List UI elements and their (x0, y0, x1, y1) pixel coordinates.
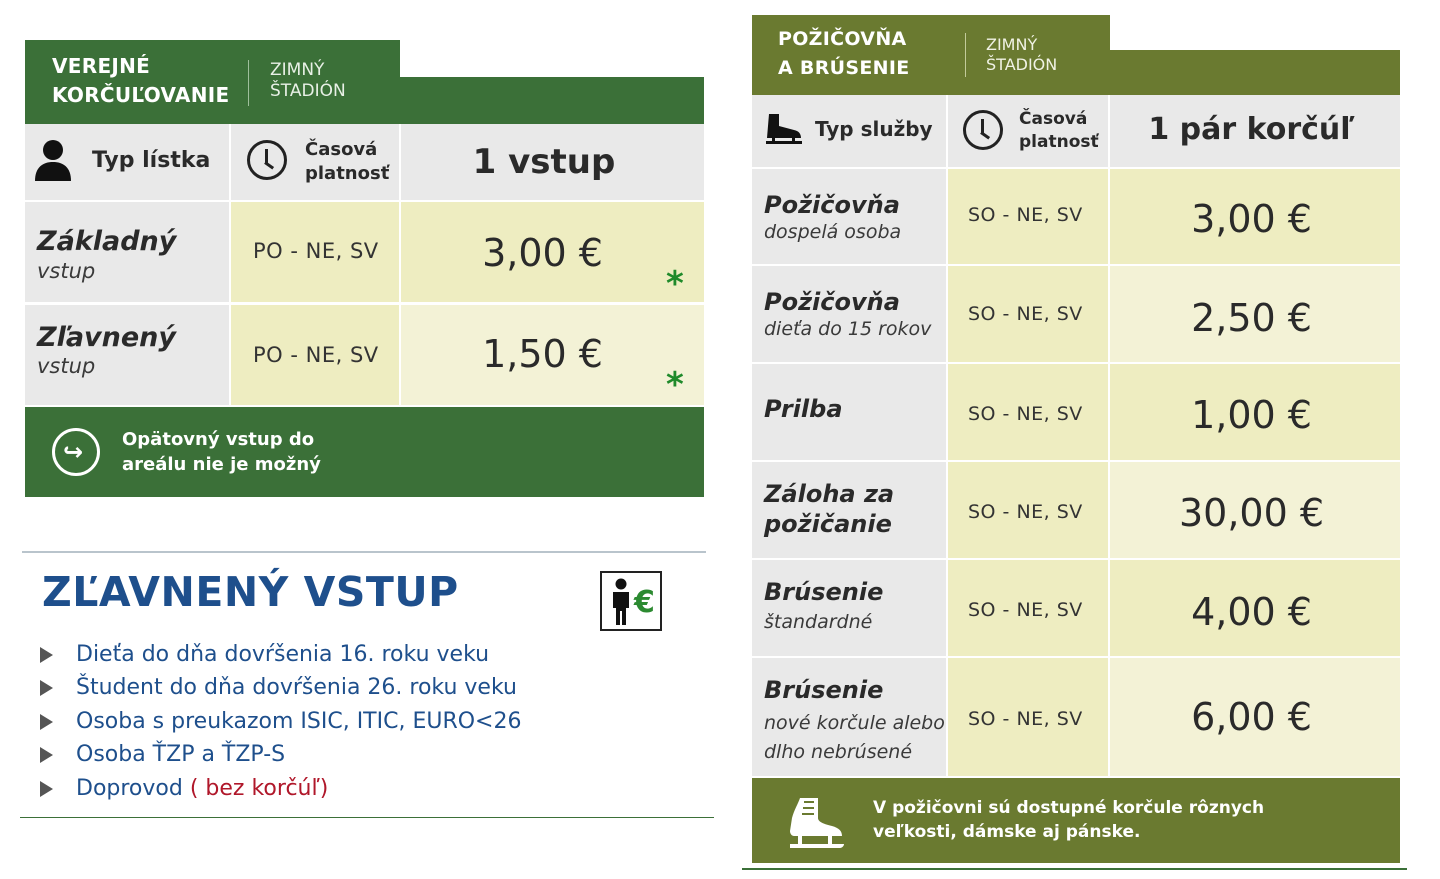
left-row-1-validity: PO - NE, SV (253, 239, 379, 263)
right-subtitle (986, 35, 1057, 75)
left-col-validity-line1: Časová (305, 139, 378, 160)
right-row-4-name (764, 479, 894, 539)
discount-bottom-divider (20, 817, 714, 818)
right-title (778, 25, 909, 83)
right-row-2-name: Požičovňa (764, 288, 900, 316)
right-row-4-validity-cell (948, 462, 1108, 558)
right-row-5-sub: štandardné (764, 611, 873, 633)
euro-symbol: € (634, 585, 655, 620)
right-row-6-sub-line1: nové korčule alebo (764, 712, 945, 734)
clock-icon (963, 110, 1003, 150)
person-icon (33, 139, 73, 181)
discount-item-3 (40, 709, 522, 734)
discount-item-2-text: Študent do dňa dovŕšenia 26. roku veku (76, 675, 517, 700)
bullet-triangle-icon (40, 680, 53, 696)
right-row-2-validity: SO - NE, SV (968, 303, 1083, 325)
left-row-2-asterisk: * (666, 365, 684, 405)
right-row-5-price-cell (1110, 560, 1400, 656)
right-row-1-validity-cell (948, 169, 1108, 264)
left-col-price-label: 1 vstup (472, 142, 616, 182)
clock-icon (247, 140, 287, 180)
right-row-1-name: Požičovňa (764, 191, 900, 219)
left-row-1-price: 3,00 € (482, 231, 603, 275)
left-row-2-validity: PO - NE, SV (253, 343, 379, 367)
left-row-2-name: Zľavnený (37, 322, 177, 353)
right-col-validity-header (948, 95, 1108, 167)
right-row-6-validity: SO - NE, SV (968, 708, 1083, 730)
left-row-1-validity-cell (231, 202, 399, 302)
right-row-2-sub: dieťa do 15 rokov (764, 318, 932, 340)
left-col-validity-header (231, 124, 399, 200)
right-row-1-name-cell (752, 169, 946, 264)
left-row-1-sub: vstup (37, 259, 96, 283)
right-row-2-name-cell (752, 266, 946, 362)
right-row-6-validity-cell (948, 658, 1108, 776)
right-subtitle-line1: ZIMNÝ (986, 35, 1038, 54)
left-title-line2: KORČUĽOVANIE (52, 83, 230, 107)
left-subtitle (270, 60, 346, 102)
skate-icon (764, 112, 804, 146)
left-header-bar-extension (400, 77, 704, 124)
right-row-4-price-cell (1110, 462, 1400, 558)
left-footer-line1: Opätovný vstup do (122, 429, 315, 450)
right-row-3-name-cell (752, 364, 946, 460)
left-title (52, 52, 229, 110)
right-row-2-price: 2,50 € (1191, 296, 1312, 340)
right-row-5-validity: SO - NE, SV (968, 599, 1083, 621)
left-row-2-sub: vstup (37, 354, 96, 378)
right-title-line2: A BRÚSENIE (778, 57, 910, 79)
right-col-validity-label (1019, 108, 1099, 154)
right-col-service-header (752, 95, 946, 167)
left-col-price-header (401, 124, 704, 200)
right-row-1-validity: SO - NE, SV (968, 204, 1083, 226)
right-col-validity-line2: platnosť (1019, 132, 1099, 152)
discount-item-1-text: Dieťa do dňa dovŕšenia 16. roku veku (76, 642, 490, 667)
bullet-triangle-icon (40, 714, 53, 730)
left-row-2-validity-cell (231, 305, 399, 405)
discount-item-5-note: ( bez korčúľ) (189, 776, 329, 801)
right-row-3-price-cell (1110, 364, 1400, 460)
right-title-line1: POŽIČOVŇA (778, 28, 907, 50)
left-row-2-name-cell (25, 305, 229, 405)
left-col-validity-line2: platnosť (305, 163, 390, 184)
right-row-5-name-cell (752, 560, 946, 656)
right-subtitle-line2: ŠTADIÓN (986, 55, 1058, 74)
right-row-1-sub: dospelá osoba (764, 221, 902, 243)
right-row-4-name-line2: požičanie (764, 510, 892, 538)
right-row-3-name: Prilba (764, 395, 843, 423)
left-footer-line2: areálu nie je možný (122, 454, 321, 475)
right-row-6-name: Brúsenie (764, 676, 884, 704)
right-col-price-label: 1 pár korčúľ (1148, 112, 1355, 147)
right-row-5-price: 4,00 € (1191, 590, 1312, 634)
right-col-service-label: Typ služby (815, 117, 933, 141)
left-subtitle-line1: ZIMNÝ (270, 60, 325, 80)
right-row-2-price-cell (1110, 266, 1400, 362)
bullet-triangle-icon (40, 647, 53, 663)
discount-item-5 (40, 776, 328, 801)
right-row-6-name-cell (752, 658, 946, 776)
right-col-price-header (1110, 95, 1400, 167)
right-row-1-price: 3,00 € (1191, 197, 1312, 241)
figure-skate-icon (784, 796, 846, 850)
left-header-separator (248, 60, 249, 106)
right-footer-line1: V požičovni sú dostupné korčule rôznych (873, 798, 1265, 818)
left-col-validity-label (305, 138, 389, 186)
left-footer-text (122, 427, 321, 477)
right-footer-text (873, 796, 1264, 844)
discount-item-3-text: Osoba s preukazom ISIC, ITIC, EURO<26 (76, 709, 522, 734)
right-header-bar-extension (1110, 50, 1400, 95)
right-row-4-name-cell (752, 462, 946, 558)
left-col-ticket-header (25, 124, 229, 200)
left-title-line1: VEREJNÉ (52, 54, 151, 78)
left-row-2-price-cell (401, 305, 704, 405)
discount-item-5-text: Doprovod (76, 776, 183, 801)
right-row-1-price-cell (1110, 169, 1400, 264)
bullet-triangle-icon (40, 781, 53, 797)
left-row-1-name-cell (25, 202, 229, 302)
right-row-6-price: 6,00 € (1191, 695, 1312, 739)
right-row-4-price: 30,00 € (1178, 491, 1325, 535)
left-row-2-price: 1,50 € (482, 332, 603, 376)
redo-icon: ↪ (52, 428, 100, 476)
discount-item-1 (40, 642, 489, 667)
right-row-6-sub (764, 709, 945, 767)
right-row-3-validity-cell (948, 364, 1108, 460)
left-row-1-name: Základný (37, 226, 177, 257)
right-col-validity-line1: Časová (1019, 109, 1088, 129)
discount-title: ZĽAVNENÝ VSTUP (42, 568, 459, 616)
left-subtitle-line2: ŠTADIÓN (270, 81, 346, 101)
person-figure-icon (608, 578, 634, 626)
right-row-4-validity: SO - NE, SV (968, 501, 1083, 523)
person-euro-icon (600, 571, 662, 631)
discount-item-2 (40, 675, 517, 700)
left-row-1-price-cell (401, 202, 704, 302)
discount-top-divider (22, 551, 706, 553)
right-row-2-validity-cell (948, 266, 1108, 362)
right-header-separator (965, 33, 966, 77)
right-row-3-price: 1,00 € (1191, 393, 1312, 437)
left-col-ticket-label: Typ lístka (92, 148, 211, 173)
right-row-3-validity: SO - NE, SV (968, 403, 1083, 425)
right-footer-line2: veľkosti, dámske aj pánske. (873, 822, 1141, 842)
discount-item-4-text: Osoba ŤZP a ŤZP-S (76, 742, 286, 767)
right-row-5-validity-cell (948, 560, 1108, 656)
left-row-1-asterisk: * (666, 264, 684, 304)
right-bottom-divider (742, 868, 1407, 870)
discount-item-4 (40, 742, 285, 767)
bullet-triangle-icon (40, 747, 53, 763)
right-row-6-price-cell (1110, 658, 1400, 776)
right-row-5-name: Brúsenie (764, 578, 884, 606)
right-row-4-name-line1: Záloha za (764, 480, 895, 508)
right-row-6-sub-line2: dlho nebrúsené (764, 741, 913, 763)
